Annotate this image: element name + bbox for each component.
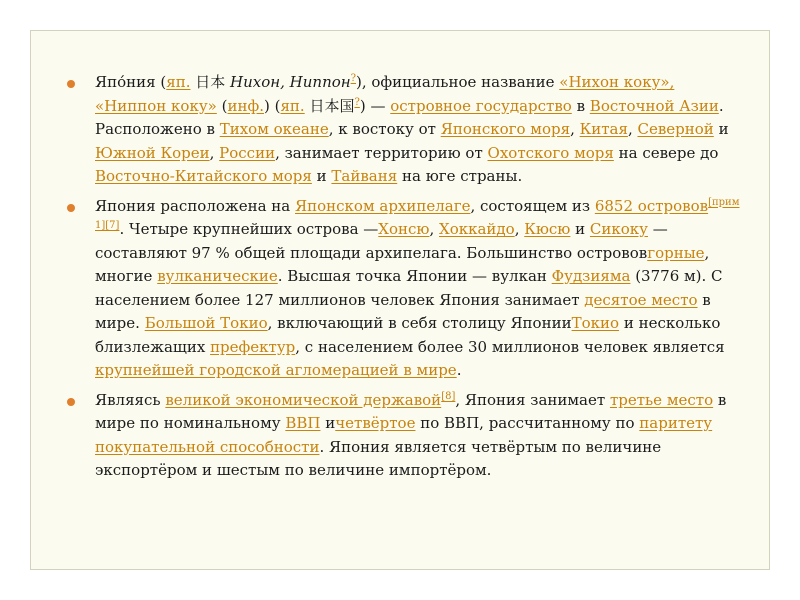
text-run: и несколько близлежащих [95, 314, 721, 356]
text-run: . Япония является четвёртым по величине экспортёром и шестым по величине импортёром. [95, 437, 662, 479]
text-run: , многие [95, 243, 710, 285]
text-link[interactable]: Японского моря [440, 120, 571, 138]
text-link[interactable]: Восточно-Китайского моря [95, 167, 312, 185]
text-run: , [570, 120, 580, 138]
text-run: и [713, 120, 729, 138]
text-link[interactable]: Кюсю [524, 220, 571, 238]
text-link[interactable]: вулканические [157, 267, 278, 285]
text-run: ) — [359, 96, 391, 115]
text-run: Япония расположена на [95, 196, 295, 215]
text-run: , Япония занимает [455, 390, 610, 409]
text-run: (3776 м). С населением более 127 миллионов человек Япония занимает [95, 267, 723, 309]
text-run: , [209, 143, 220, 162]
text-run: ) ( [263, 96, 281, 115]
text-run: и [311, 167, 332, 185]
text-run: в мире. [95, 290, 711, 332]
text-link[interactable]: Южной Кореи [95, 143, 210, 162]
text-run: ( [216, 96, 228, 115]
text-link[interactable]: ВВП [285, 414, 321, 432]
text-run: на юге страны. [397, 167, 523, 185]
text-link[interactable]: ? [354, 96, 360, 108]
text-run: 日本 [190, 73, 231, 91]
text-link[interactable]: Тайваня [331, 167, 398, 185]
text-link[interactable]: Японском архипелаге [295, 196, 471, 215]
text-run: , [514, 220, 525, 238]
paragraph-economy [65, 389, 745, 483]
text-run: и [570, 220, 590, 238]
text-run: в мире по номинальному [95, 390, 727, 432]
text-link[interactable]: Восточной Азии [589, 96, 719, 115]
paragraph-geography [65, 195, 745, 383]
text-link[interactable]: островное государство [390, 96, 572, 115]
text-link[interactable]: Северной [637, 120, 714, 138]
text-run: , занимает территорию от [275, 143, 488, 162]
text-link[interactable]: России [219, 143, 276, 162]
text-link[interactable]: Сикоку [589, 220, 649, 238]
paragraph-overview [65, 71, 745, 189]
slide-frame [30, 30, 770, 570]
text-link[interactable]: инф. [227, 96, 264, 115]
text-link[interactable]: [прим 1][7] [95, 196, 740, 231]
bullet-icon [67, 80, 75, 88]
text-link[interactable]: горные [647, 243, 705, 262]
text-run: , включающий в себя столицу Японии [267, 314, 572, 332]
text-link[interactable]: Охотского моря [487, 143, 614, 162]
text-run: . Расположено в [95, 96, 724, 138]
italic-text: Нихон, Ниппон [230, 73, 351, 91]
text-link[interactable]: [8] [441, 390, 456, 402]
text-run: , [429, 220, 440, 238]
text-link[interactable]: Хонсю [378, 220, 430, 238]
text-run: ), официальное название [356, 73, 560, 91]
text-link[interactable]: яп. [280, 96, 305, 115]
text-run: 日本国 [304, 96, 355, 115]
text-run: Япо́ния ( [95, 73, 167, 91]
text-run: и [320, 414, 336, 432]
text-link[interactable]: Большой Токио [144, 314, 268, 332]
bullet-icon [67, 398, 75, 406]
slide-content [65, 71, 745, 489]
text-link[interactable]: крупнейшей городской агломерацией в мире [95, 361, 457, 379]
text-link[interactable]: префектур [210, 337, 296, 356]
text-run: , с населением более 30 миллионов человек является [295, 337, 725, 356]
text-link[interactable]: паритету покупательной способности [95, 414, 713, 456]
text-run: — составляют 97 % общей площади архипелага. Большинство островов [95, 220, 668, 262]
text-link[interactable]: 6852 островов [594, 196, 709, 215]
text-link[interactable]: Фудзияма [551, 267, 631, 285]
text-link[interactable]: яп. [166, 73, 191, 91]
text-run: Являясь [95, 390, 166, 409]
text-link[interactable]: Хоккайдо [439, 220, 515, 238]
text-run: . [456, 361, 462, 379]
text-link[interactable]: Китая [579, 120, 628, 138]
text-run: . Высшая точка Японии — вулкан [277, 267, 552, 285]
text-link[interactable]: четвёртое [335, 414, 416, 432]
text-link[interactable]: Тихом океане [219, 120, 329, 138]
text-run: , к востоку от [328, 120, 441, 138]
text-link[interactable]: ? [350, 73, 357, 84]
bullet-icon [67, 204, 75, 212]
text-link[interactable]: «Нихон коку», «Ниппон коку» [95, 73, 675, 115]
text-link[interactable]: третье место [609, 390, 714, 409]
text-link[interactable]: десятое место [584, 290, 698, 309]
text-run: на севере до [613, 143, 719, 162]
text-link[interactable]: великой экономической державой [165, 390, 442, 409]
text-link[interactable]: Токио [571, 314, 620, 332]
text-run: в [571, 96, 590, 115]
text-run: , состоящем из [470, 196, 595, 215]
footnote-ref[interactable] [441, 391, 455, 402]
text-run: , [627, 120, 638, 138]
text-run: по ВВП, рассчитанному по [415, 414, 640, 432]
text-run: . Четыре крупнейших острова — [119, 220, 379, 238]
